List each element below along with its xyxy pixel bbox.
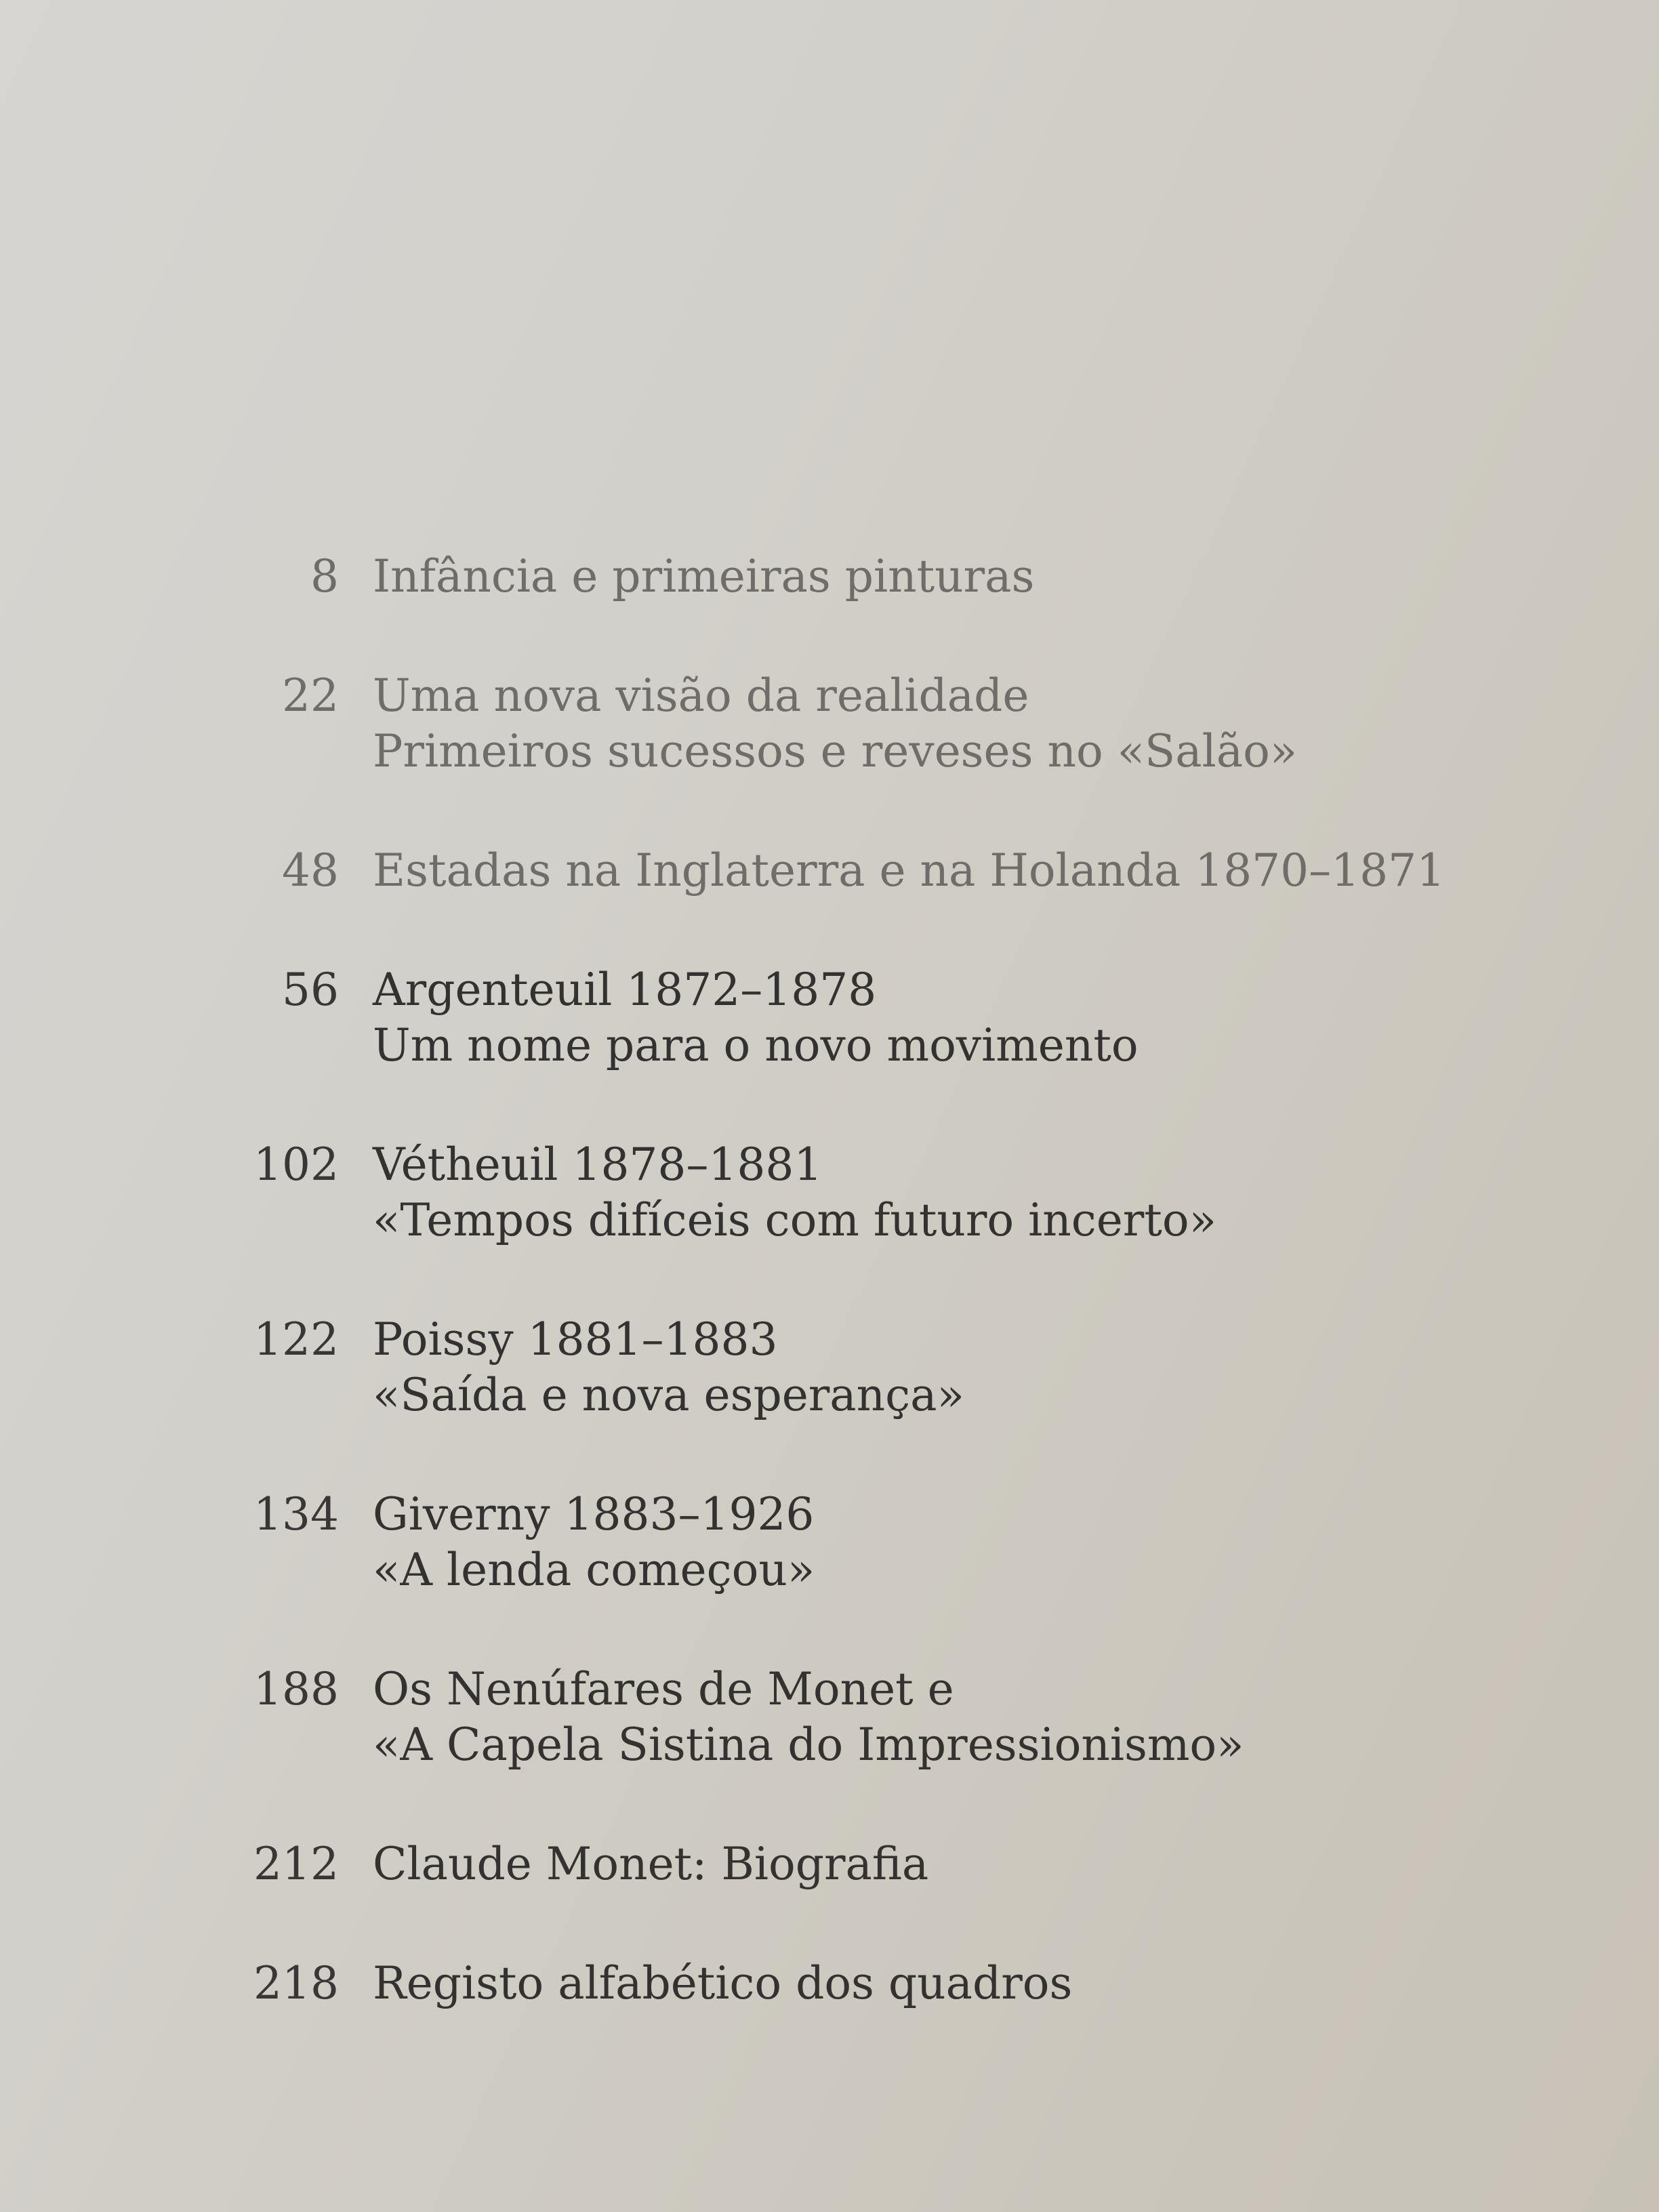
toc-subtitle: «A Capela Sistina do Impressionismo» [373,1719,1244,1771]
toc-page-number: 212 [253,1838,339,1890]
toc-entry [0,549,1659,605]
toc-entry [0,843,1659,899]
toc-page-number: 48 [282,844,339,897]
toc-title: Estadas na Inglaterra e na Holanda 1870–1871 [373,844,1446,897]
toc-entry [0,668,1659,779]
toc-title: Giverny 1883–1926 [373,1488,815,1540]
toc-subtitle: «Tempos difíceis com futuro incerto» [373,1194,1216,1246]
toc-title: Poissy 1881–1883 [373,1313,778,1366]
toc-entry [0,1312,1659,1423]
toc-title: Vétheuil 1878–1881 [373,1139,823,1191]
toc-title: Os Nenúfares de Monet e [373,1663,954,1715]
toc-page-number: 134 [253,1488,339,1540]
toc-page-number: 188 [253,1663,339,1715]
toc-subtitle: Primeiros sucessos e reveses no «Salão» [373,725,1298,777]
toc-subtitle: «Saída e nova esperança» [373,1369,964,1421]
toc-entry [0,962,1659,1073]
toc-page-number: 122 [253,1313,339,1366]
toc-entry [0,1662,1659,1773]
toc-entry [0,1487,1659,1598]
toc-entry [0,1837,1659,1892]
toc-page-number: 218 [253,1957,339,2009]
toc-title: Registo alfabético dos quadros [373,1957,1073,2009]
toc-entry [0,1956,1659,2011]
toc-page-number: 102 [253,1139,339,1191]
toc-title: Claude Monet: Biografia [373,1838,929,1890]
toc-title: Uma nova visão da realidade [373,670,1029,722]
toc-title: Argenteuil 1872–1878 [373,964,877,1016]
toc-title: Infância e primeiras pinturas [373,550,1035,602]
toc-subtitle: Um nome para o novo movimento [373,1019,1139,1071]
table-of-contents [0,549,1659,2075]
toc-page-number: 8 [310,550,339,602]
toc-page-number: 22 [282,670,339,722]
toc-subtitle: «A lenda começou» [373,1544,815,1596]
toc-entry [0,1137,1659,1248]
toc-page-number: 56 [282,964,339,1016]
